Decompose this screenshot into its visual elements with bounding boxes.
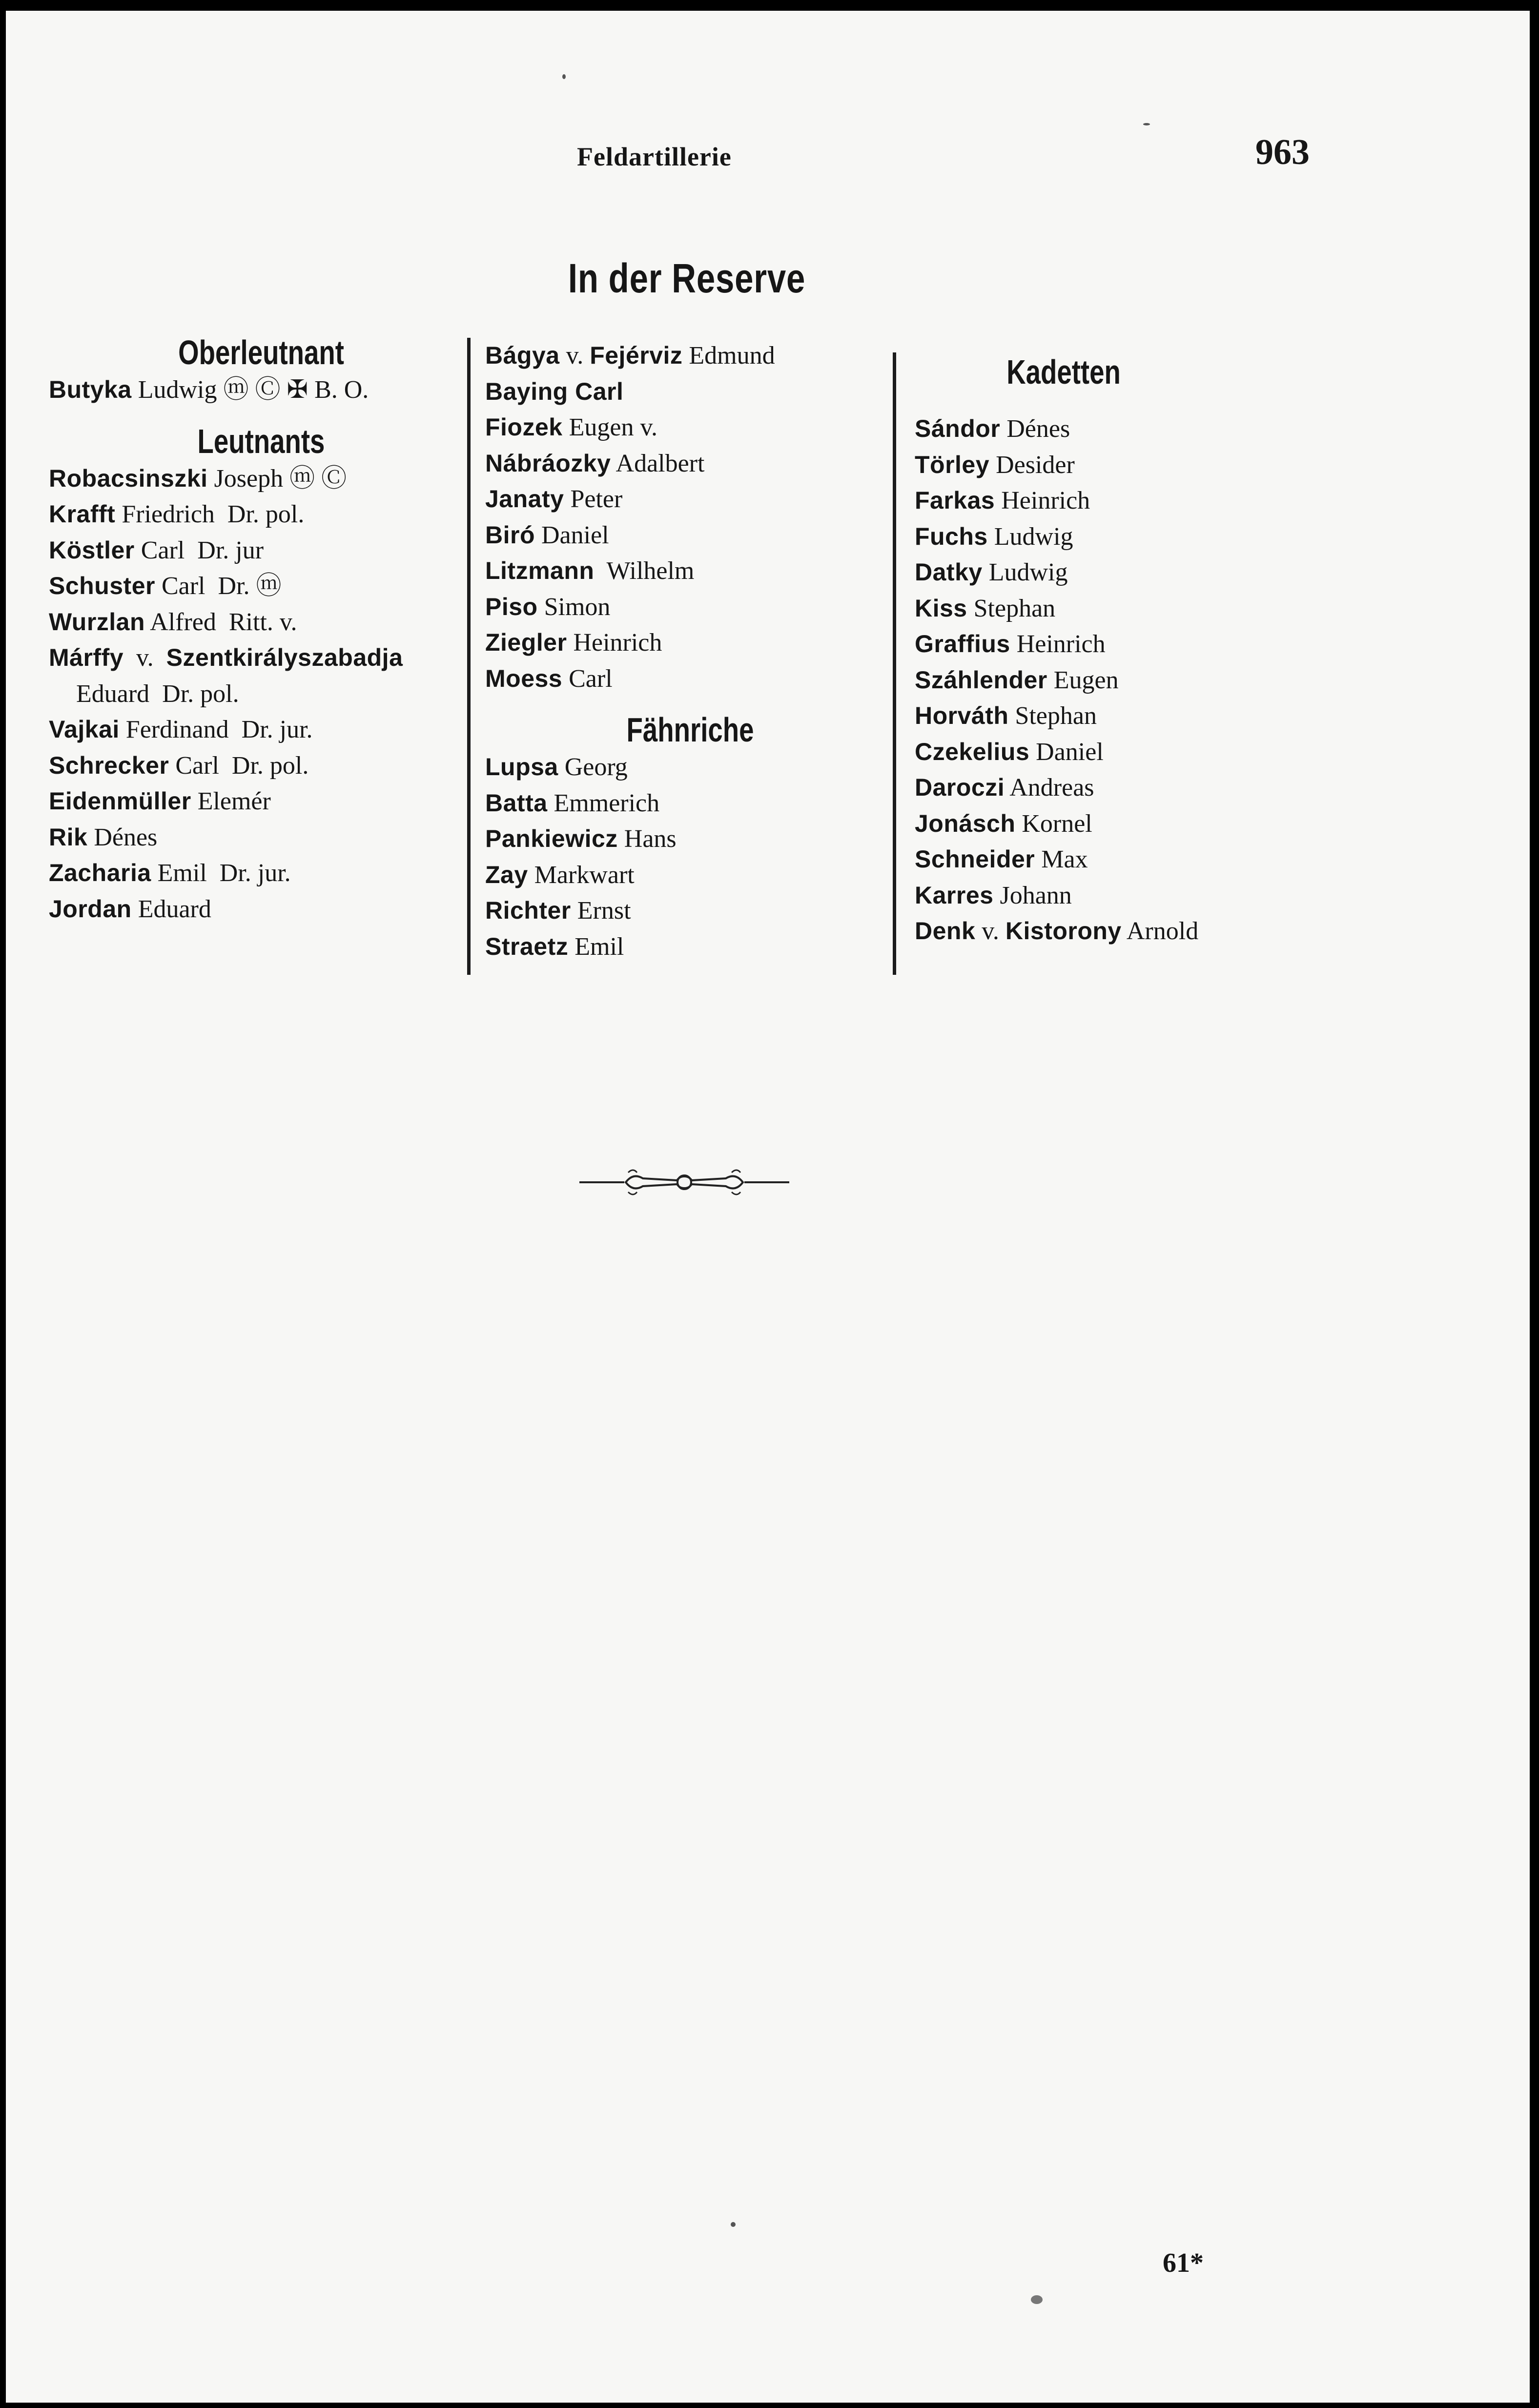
page-number: 963 [1255, 132, 1310, 172]
officer-details: Ludwig [987, 522, 1073, 551]
officer-surname: Ziegler [485, 629, 567, 656]
officer-surname: Lupsa [485, 753, 558, 781]
officer-entry [485, 517, 910, 554]
officer-surname: Fiozek [485, 413, 563, 441]
officer-surname: Baying Carl [485, 377, 624, 405]
officer-surname: Schuster [49, 572, 155, 599]
paper-speck [1143, 123, 1150, 125]
officer-entry [49, 712, 469, 748]
officer-surname: Száhlender [915, 666, 1047, 694]
officer-surname: Krafft [49, 500, 116, 528]
officer-surname: Graffius [915, 630, 1010, 658]
ornament-divider-icon [579, 1163, 789, 1202]
officer-surname: Czekelius [915, 738, 1030, 765]
officer-entry [485, 625, 910, 661]
officer-entry [915, 806, 1344, 842]
officer-entry [49, 461, 469, 497]
officer-entry [915, 411, 1344, 447]
officer-details: Alfred Ritt. v. [145, 608, 297, 636]
officer-surname: Törley [915, 451, 990, 478]
officer-entry [915, 591, 1344, 627]
officer-surname: Janaty [485, 485, 564, 513]
officer-entry [485, 661, 910, 697]
officer-surname: Batta [485, 789, 548, 817]
officer-surname: Daroczi [915, 774, 1005, 801]
officer-entry [49, 568, 469, 604]
officer-details: Daniel [1029, 738, 1104, 766]
officer-details: Edmund [682, 342, 775, 370]
officer-entry [485, 857, 910, 893]
officer-details: Eduard [131, 895, 211, 923]
running-head: Feldartillerie [577, 142, 732, 171]
officer-surname: Zay [485, 861, 528, 888]
officer-details: Hans [617, 825, 677, 853]
officer-entry [915, 555, 1344, 591]
rank-heading: Kadetten [1006, 353, 1121, 391]
officer-details: Stephan [1008, 702, 1097, 730]
officer-surname: Richter [485, 897, 571, 924]
officer-details: Dénes [87, 823, 158, 851]
officer-entry [485, 410, 910, 446]
officer-entry [49, 372, 469, 408]
officer-details: Eduard Dr. pol. [76, 679, 239, 708]
officer-surname: Márffy [49, 644, 124, 671]
officer-entry [49, 855, 469, 891]
officer-surname: Schrecker [49, 751, 169, 779]
section-title: In der Reserve [568, 255, 806, 301]
officer-details: Peter [564, 485, 623, 513]
officer-entry [485, 589, 910, 625]
officer-entry [49, 533, 469, 569]
officer-surname: Kistorony [1005, 917, 1122, 945]
officer-entry [49, 496, 469, 533]
officer-entry [49, 820, 469, 856]
officer-entry [915, 842, 1344, 878]
officer-details: Markwart [528, 861, 635, 889]
officer-surname: Köstler [49, 536, 135, 564]
officer-entry [485, 374, 910, 410]
officer-details: Adalbert [611, 449, 705, 477]
officer-surname: Fuchs [915, 522, 988, 550]
column-middle [467, 338, 910, 975]
paper-speck [731, 2222, 736, 2227]
officer-surname: Butyka [49, 376, 132, 403]
officer-details: Ferdinand Dr. jur. [119, 716, 313, 743]
officer-surname: Denk [915, 917, 976, 945]
officer-entry [49, 783, 469, 820]
column-right [893, 352, 1344, 975]
officer-surname: Rik [49, 823, 88, 851]
paper-speck [1031, 2295, 1043, 2304]
officer-surname: Bágya [485, 342, 560, 369]
officer-surname: Schneider [915, 845, 1035, 873]
officer-details: Simon [537, 593, 611, 621]
officer-surname: Litzmann [485, 557, 595, 584]
officer-surname: Vajkai [49, 716, 120, 743]
officer-details: v. [559, 342, 590, 370]
officer-surname: Datky [915, 558, 983, 586]
officer-details: Dénes [1000, 415, 1070, 443]
officer-details: Emil Dr. jur. [151, 859, 291, 887]
officer-surname: Eidenmüller [49, 787, 191, 815]
officer-details: Stephan [967, 594, 1056, 622]
officer-entry [485, 553, 910, 589]
officer-surname: Biró [485, 521, 535, 549]
officer-details: v. [123, 644, 166, 672]
officer-entry [49, 748, 469, 784]
officer-entry [49, 891, 469, 927]
officer-entry [485, 481, 910, 517]
officer-details: Carl Dr. ⓜ [155, 572, 282, 600]
officer-surname: Zacharia [49, 859, 151, 886]
officer-details: Emil [568, 932, 624, 961]
officer-entry [485, 446, 910, 482]
officer-entry [915, 913, 1344, 949]
officer-surname: Kiss [915, 594, 967, 622]
officer-surname: Jonásch [915, 809, 1016, 837]
officer-entry [915, 734, 1344, 770]
officer-surname: Nábráozky [485, 449, 611, 477]
officer-entry [915, 698, 1344, 734]
officer-details: Friedrich Dr. pol. [115, 500, 305, 528]
officer-entry [915, 447, 1344, 483]
officer-entry [915, 519, 1344, 555]
rank-heading: Fähnriche [626, 711, 754, 749]
signature-mark: 61* [1163, 2248, 1204, 2278]
officer-surname: Sándor [915, 415, 1001, 442]
officer-details: Desider [989, 451, 1075, 479]
officer-entry [485, 749, 910, 785]
officer-surname: Horváth [915, 702, 1009, 729]
rank-heading: Leutnants [197, 422, 325, 460]
officer-details: Ernst [571, 897, 631, 925]
officer-details: Heinrich [995, 487, 1090, 515]
officer-entry [485, 929, 910, 965]
officer-surname: Jordan [49, 895, 132, 923]
officer-details: Ludwig ⓜ Ⓒ ✠ B. O. [131, 376, 369, 404]
officer-details: v. [975, 917, 1005, 945]
officer-details: Carl [562, 664, 613, 693]
officer-details: Arnold [1121, 917, 1199, 945]
officer-surname: Fejérviz [590, 342, 683, 369]
officer-surname: Karres [915, 881, 994, 909]
officer-details: Carl Dr. pol. [169, 751, 309, 780]
officer-details: Emmerich [547, 789, 660, 817]
column-left [49, 333, 469, 927]
officer-details: Joseph ⓜ Ⓒ [207, 464, 347, 493]
officer-entry [915, 878, 1344, 914]
officer-entry [49, 676, 469, 712]
officer-entry [915, 626, 1344, 662]
officer-details: Elemér [191, 787, 271, 815]
officer-details: Andreas [1005, 774, 1094, 802]
officer-surname: Robacsinszki [49, 464, 208, 492]
officer-details: Daniel [535, 521, 609, 549]
officer-entry [485, 338, 910, 374]
officer-details: Johann [993, 881, 1072, 909]
officer-details: Georg [558, 753, 628, 781]
officer-surname: Straetz [485, 932, 569, 960]
officer-details: Heinrich [567, 629, 662, 657]
officer-entry [485, 821, 910, 857]
officer-surname: Szentkirályszabadja [166, 644, 403, 671]
officer-surname: Pankiewicz [485, 825, 618, 852]
officer-entry [49, 640, 469, 676]
book-page [6, 11, 1530, 2403]
officer-surname: Moess [485, 664, 563, 692]
officer-details: Ludwig [982, 558, 1068, 586]
paper-speck [562, 74, 566, 79]
officer-details: Max [1035, 845, 1088, 873]
rank-heading: Oberleutnant [178, 333, 344, 371]
officer-entry [915, 483, 1344, 519]
officer-details: Carl Dr. jur [134, 536, 264, 564]
officer-details: Kornel [1015, 809, 1092, 838]
officer-entry [485, 785, 910, 822]
officer-details: Heinrich [1010, 630, 1106, 658]
officer-details: Eugen [1047, 666, 1119, 694]
officer-surname: Piso [485, 593, 538, 620]
officer-surname: Farkas [915, 487, 995, 514]
officer-details: Wilhelm [594, 557, 695, 585]
officer-entry [485, 893, 910, 929]
officer-entry [915, 770, 1344, 806]
officer-surname: Wurzlan [49, 608, 145, 636]
officer-details: Eugen v. [562, 413, 658, 441]
officer-entry [915, 662, 1344, 699]
officer-entry [49, 604, 469, 640]
